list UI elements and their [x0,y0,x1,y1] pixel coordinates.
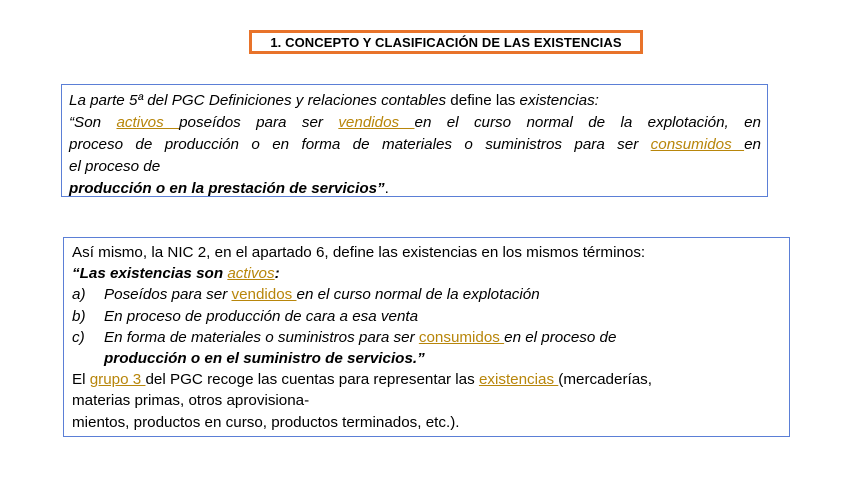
link-grupo-3[interactable]: grupo 3 [89,371,146,389]
link-existencias[interactable]: existencias [478,371,559,389]
list-marker: c) [72,328,85,346]
link-activos-nic[interactable]: activos [227,265,275,283]
link-vendidos[interactable]: vendidos [338,114,415,131]
quote-period: . [384,180,389,197]
pgc-intro-verb: define las [446,92,520,109]
list-text-end: en el proceso de [504,328,617,346]
list-text: En forma de materiales o suministros para ser [104,328,419,346]
link-vendidos-nic[interactable]: vendidos [231,286,297,304]
list-text: Poseídos para ser [104,286,232,304]
nic-intro-line: Así mismo, la NIC 2, en el apartado 6, define las existencias en los mismos términos: [72,244,646,261]
list-text-end: en el curso normal de la explotación [296,286,540,304]
link-consumidos-nic[interactable]: consumidos [418,328,505,346]
nic-quote-colon: : [274,265,280,283]
list-item-a [72,284,782,305]
pgc-intro-line [69,90,761,112]
nic-quote-start [72,263,782,284]
pgc-intro-text: La parte 5ª del PGC Definiciones y relaciones contables [69,92,447,109]
quote-text-3: proceso de producción o en forma de materiales o suministros para ser [69,136,651,153]
quote-text-1: poseídos para ser [179,114,339,131]
list-text: En proceso de producción de cara a esa venta [104,307,419,325]
quote-text-2: en el curso normal de la explotación, en [414,114,761,131]
pgc-quote-line-2 [69,134,761,156]
grupo3-text-3: (mercaderías, [558,371,652,389]
definition-box-pgc [61,84,768,197]
quote-text-4: en [744,136,761,153]
list-item-b [72,306,782,327]
pgc-intro-term: existencias: [519,92,599,109]
nic-quote-text: “Las existencias son [72,265,228,283]
list-marker: a) [72,286,86,304]
definition-box-nic2 [63,237,790,437]
quote-open: “Son [69,114,117,131]
slide-title [249,30,643,54]
list-item-c [72,327,782,348]
grupo3-line [72,369,782,390]
link-consumidos[interactable]: consumidos [650,136,745,153]
nic-quote-end: producción o en el suministro de servicios.” [104,350,425,368]
grupo3-line-2: materias primas, otros aprovisiona- [72,392,310,410]
pgc-quote-line-3: el proceso de [69,158,161,175]
grupo3-text-1: El [72,371,90,389]
quote-end-bold: producción o en la prestación de servicios” [69,180,385,197]
grupo3-line-3: mientos, productos en curso, productos terminados, etc.). [72,413,460,431]
list-marker: b) [72,307,86,325]
slide-title-text: 1. CONCEPTO Y CLASIFICACIÓN DE LAS EXISTENCIAS [270,34,622,50]
pgc-quote-line-1 [69,112,761,134]
grupo3-text-2: del PGC recoge las cuentas para representar las [145,371,479,389]
pgc-quote-line-4 [69,178,761,200]
link-activos[interactable]: activos [116,114,180,131]
